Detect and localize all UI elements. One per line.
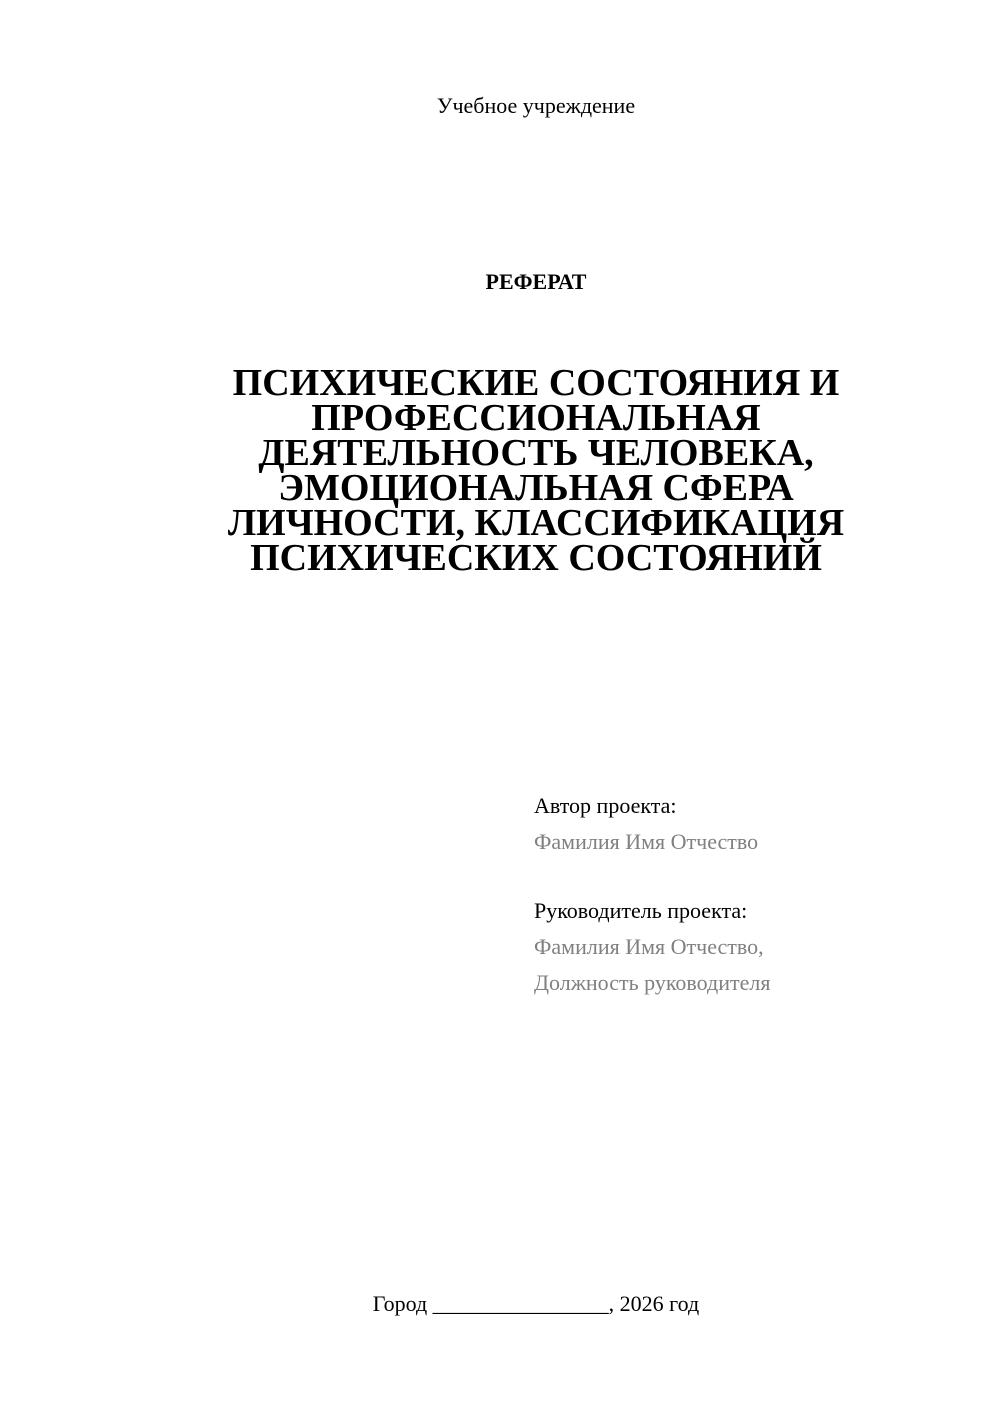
document-type: РЕФЕРАТ (485, 269, 587, 294)
author-label: Автор проекта: (534, 793, 677, 818)
supervisor-position: Должность руководителя (534, 970, 771, 995)
title-line: ЛИЧНОСТИ, КЛАССИФИКАЦИЯ (227, 502, 845, 544)
title-line: ПСИХИЧЕСКИЕ СОСТОЯНИЯ И (232, 362, 840, 404)
city-year-line: Город ________________, 2026 год (372, 1291, 700, 1316)
institution-name: Учебное учреждение (436, 93, 636, 118)
title-line: ПРОФЕССИОНАЛЬНАЯ (311, 397, 761, 439)
author-block (534, 788, 974, 860)
author-name: Фамилия Имя Отчество (534, 829, 759, 854)
document-title (200, 362, 872, 579)
title-line: ЭМОЦИОНАЛЬНАЯ СФЕРА (278, 467, 794, 509)
supervisor-block (534, 893, 974, 1001)
supervisor-label: Руководитель проекта: (534, 898, 748, 923)
supervisor-name: Фамилия Имя Отчество, (534, 934, 764, 959)
title-line: ПСИХИЧЕСКИХ СОСТОЯНИЙ (250, 537, 822, 579)
title-line: ДЕЯТЕЛЬНОСТЬ ЧЕЛОВЕКА, (258, 432, 814, 474)
